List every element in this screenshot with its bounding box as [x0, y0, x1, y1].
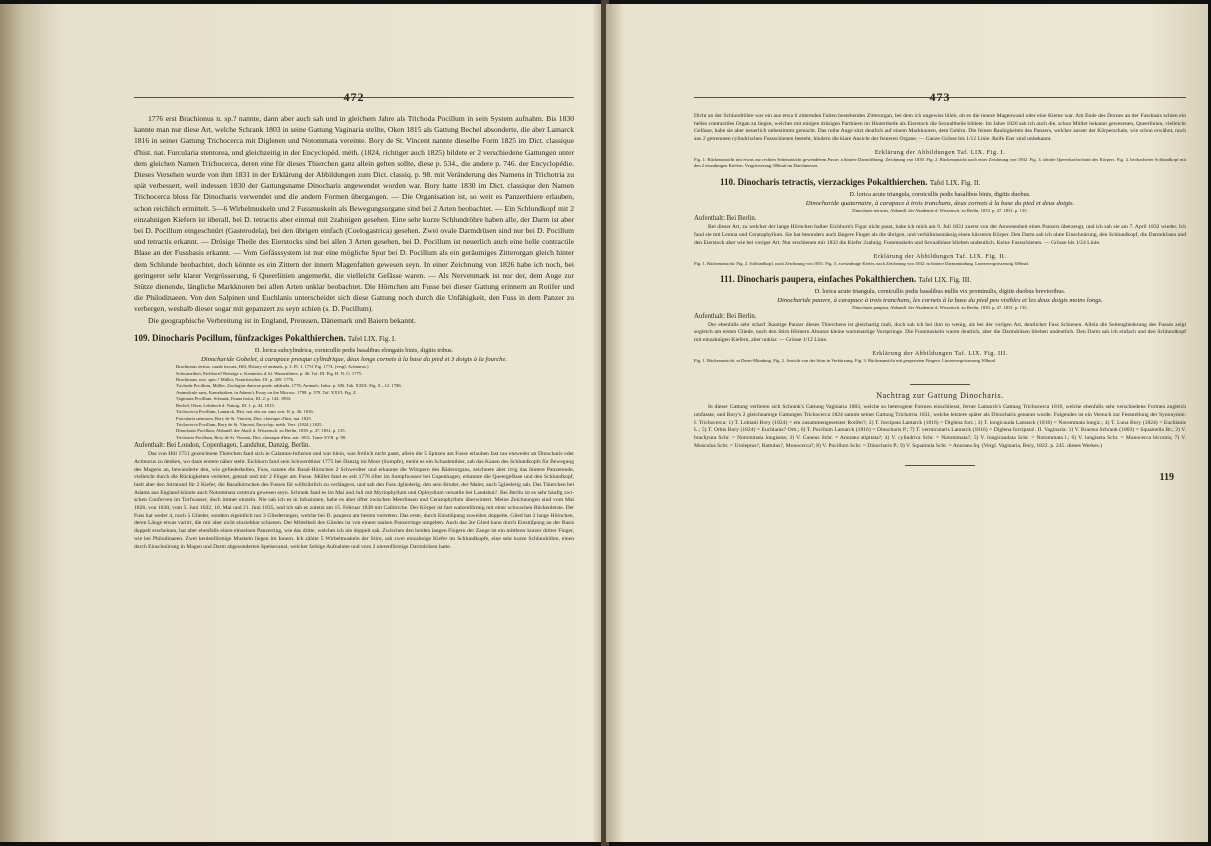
signature-mark: 119 [1159, 471, 1174, 483]
habitat-110: Aufenthalt: Bei Berlin. [694, 215, 757, 223]
explanation-1-text: Fig. 1. Rückenansicht mit etwas zur rechten Seitenansicht gewendetem Fusse; a hintere Darmöffnung. Zeichnung von 1830. Fig. 2. Rückenansicht nach einer Zeichnung von 1832. Fig. 3. idealer Queerdurchschnitt des Körpers. Fig. 4. beobachteter Schlundkopf mit den 2 einzahnigen Kiefern. Vergrösserung 300mal im Durchmesser. [694, 156, 1186, 169]
species-109-latin: D. lorica subcylindrica, cornicullis pedis basalibus elongatis binis, digitis tribus. [254, 346, 454, 354]
synonym-entry: Dinocharis Pocillum, Abhandl. der Akad. d. Wissensch. zu Berlin, 1830. p. 47. 1831. p. 135. [176, 428, 346, 434]
species-111-latin: D. lorica acute triangula, cornicullis pedis basalibus nullis vix prominulis, digitis duobus brevioribus. [814, 287, 1066, 295]
species-111-description: Der ebenfalls sehr scharf 3kantige Panzer dieses Thierchens ist gleichartig rauh, doch sah ich bei ihm so wenig, als bei der vorigen Art, deutlicher Fuss Schienen. Allein die Seitengliederung des Fusses zeigt sogleich am ersten Gliede, noch den Stirn Hörnern Absatze kleine warzenartige Vorsprünge. Die Fussmuskeln waren deutlich, aber die Darmdrüsen blieben undeutlich. Den Darm sah ich einfach und den Schlundkopf mit einzahnigen Kiefern, aber unklar. — Grösse 1/12 Linie. [694, 321, 1186, 344]
closing-rule [905, 465, 975, 466]
synonym-entry: Schwanzthier, Eichhorn? Beiträge z. Kenntniss d. kl. Wasserthiere, p. 46. Taf. III. Fig. H. N. O. 1775. [176, 370, 363, 376]
species-110-latin: D. lorica acute triangula, cornicullis pedis basalibus binis, digitis duobus. [849, 190, 1031, 198]
page-number-left: 472 [134, 90, 574, 105]
habitat-111: Aufenthalt: Bei Berlin. [694, 312, 757, 320]
species-110-description: Bei dieser Art, zu welcher der lange Hörnchen halber Eichhorn's Figur nicht passt, habe ich mich am 9. Juli 1831 zuerst von der Anwesenheit eines Panzers überzeugt, und ich sah sie am 7. April 1832 wieder. Ich fand sie mit Lemna und Ceratophyllum. Sie hat besonders auch längere Finger als die übrigen, und verhältnissmässig einen kürzeren Körper. Den Darm sah ich ohne Einschnürung, den Schlundkopf, die Darmdrüsen und den Eierstock aber wie bei voriger Art. Nur erschienen mir 1832 die Kiefer 2zahnig. Fussmuskeln und Sexualblase blieben undeutlich. Keine Fussschienen. — Grösse bis 1/24 Linie. [694, 224, 1186, 246]
page-number-right: 473 [694, 90, 1186, 105]
explanation-2-text: Fig. 1. Rückenansicht. Fig. 2. Schlundkopf, nach Zeichnung von 1831. Fig. 3. zweizahnige Kiefer, nach Zeichnung von 1832. m hintere Darmmündung. Linearvergrösserung 300mal. [694, 260, 1030, 266]
species-109-heading: 109. Dinocharis Pocillum, fünfzackiges Pokalthierchen. Tafel LIX. Fig. I. [134, 332, 396, 343]
species-111-reference: Dinocharis paupera, Abhandl. der Akademie d. Wissensch. zu Berlin, 1830. p. 47. 1831. p. 135. [852, 305, 1028, 311]
section-divider [910, 384, 970, 385]
left-page [0, 4, 604, 842]
synonym-entry: Trichotria Pocillum, Bory de St. Vincent, Dict. classique d'hist. nat. 1831. Tome XVII. p. 98. [176, 434, 347, 440]
synonym-entry: Vaginaria Pocillum, Schrank, Fauna boica, III. 2. p. 144. 1803. [176, 396, 292, 402]
synonym-entry: Trichoda Pocillum, Müller, Zoologiae danicae prodr. addenda, 1776. Animalc. Infus. p. 306. Tab. XXIX. Fig. 9—12. 1786. [176, 383, 402, 389]
explanation-1-title: Erklärung der Abbildungen Taf. LIX. Fig. I. [874, 148, 1006, 156]
synonym-entry: Trichocerca Pocillum, Lamarck, Hist. nat. des an. sans vert. II. p. 26. 1816. [176, 409, 314, 415]
synonym-entry: Bechel, Oken, Lehrbuch d. Naturg. III. 1. p. 44. 1815. [176, 402, 275, 408]
explanation-2-title: Erklärung der Abbildungen Taf. LIX. Fig. II. [873, 252, 1007, 260]
synonym-entry: Furcularia stentorea, Bory de St. Vincent, Dict. classique d'hist. nat. 1825. [176, 415, 312, 421]
species-110-french: Dinocharide quaternaire, à carapace à trois tranchans, deux cornets à la base du pied et deux doigts. [805, 199, 1075, 207]
species-111-heading: 111. Dinocharis paupera, einfaches Pokalthierchen. Tafel LIX. Fig. III. [720, 273, 972, 284]
synonym-entry: Animalcule sans, Kameluaken, in Adams's Essay on the Microsc. 1798. p. 579. Taf. XXVI. Fig. Z. [176, 389, 357, 395]
synonym-list [176, 364, 574, 441]
species-109-description: Das von Hill 1751 gezeichnete Thierchen fand sich in Calamus-Infusion und war klein, was freilich nicht passt, allein die 5 Spitzen am Fusse erlauben fast nur entweder an Dinocharis oder Actinurus zu denken, wo dann erstere näher steht. Eichhorn fand sein Schwerdthier 1775 bei Danzig im Moor (Sumpfe), meint es ein Schaalenthier, sah das Kauen des Schlundkopfs für Bewegung des Magens an, bewunderte den, wie gefiederkelten, Fuss, nannte die Basal-Hörnchen 2 Schwerdter und erkannte die Wimpern des Räderorgans, zeichnete aber irrig das hintere Panzerende, vielleicht durch die Rückigkeiten verleitet, gemalt und mir 2 Finger am Fusse. Müller fand es seit 1776 öfter im Sumpfwasser bei Copenhagen, erkannte die Queergefässe und den Schlundkopf, hielt aber den Stirnrand für 2 Kiefer, die Basalhörnchen des Fusses für willkührlich zu verlängern, und sah den Fuss 4gliederig, den sein Bruder, der Maler, auch 5gliederig sah. Das Thierchen bei Adams aus England könnte auch Notommata centrura gewesen seyn. Schrank fand es im Mai und Juli mit Myriophyllum und Ophrydium versatile bei Landshut?. Bei Berlin ist es sehr häufig zwischen Conferven im Torfwasser, doch immer einzeln. Nie sah ich es in Infusionen, habe es aber öfter zwischen Meerlinsen und Ceratophyllum überwintert. Meine Zeichnungen sind vom Mai 1826, von 1830, vom 5. Juni 1832, 10. Mai und 21. Juni 1835, und ich sah es zuletzt am 15. Februar 1838 mit Callitriche. Der Körper ist fast walzenförmig mit einer schwachen Rückenleiste. Der Fuss hat weder 4, noch 5 Glieder, sondern eigentlich nur 3 Gliederungen, welche bei D. paupera am besten vortreten. Das erste, durch Einstülpung zuweilen doppelte, Glied hat 2 lange Hörnchen, deren Länge etwas variirt, die mir aber nicht einziehbar schienen. Der Mittelkeil des Gliedes ist von einem rauhen Panzerringe umgeben. Auch das 2te Glied kann durch Einstülpung an der Basis doppelt erscheinen, hat aber ebenfalls einen einzelnen Panzerring, wie das dritte, welches ich nie doppelt sah. Zwischen den beiden langen Fingern der Zange ist ein mittlerer kurzer dritter Finger, wie bei Philodinaeen. Zwei keulenförmige Muskeln liegen im Innern. Ich zählte 5 Wirbelmuskeln der Stirn, sah zwei einzahnige Kiefer im Schlundkopfe, eine sehr kurze Schlundröhre, einen durch Einschnürung in Magen und Darm abgesonderten Speisecanal, welcher farbige Aufnahme und vorn 2 nierenförmige Darmdrüsen hatte. [134, 451, 574, 550]
synonym-entry: Trichocerca Pocillum, Bory de St. Vincent, Encyclop. méth. Vers. (1824.) 1825. [176, 421, 323, 427]
species-111-french: Dinocharide pauvre, à carapace à trois tranchans, les cornets à la base du pied peu visibles et les deux doigts moins longs. [777, 296, 1103, 304]
continuation-paragraph: Dicht an der Schlundröhre war ein aus etwa 6 zitternden Falten bestehendes Zitterorgan, bei dem ich ungewiss blieb, ob es die innere Magenwand oder eine Kieme war. Am Ende des Dornes an der Fussbasis schien ein helles contractiles Organ zu liegen, welches mit einigen drüsigen Parthieen im Hintertheile als Eierstock die Sexualtheile bildete. Im Jahre 1826 sah ich auch die, schon Müller bekannt gewesenen, Queerlinien, vielleicht Gefässe, habe sie aber neuerlich unbestimmt gemacht. Das rothe Auge sitzt deutlich auf einem Markknoten, dem Gehirn. Die feinen Rauhigkeiten des Panzers, welcher ausser der Körperschale, wie schon erwähnt, noch aus 2 getrennten cylindrischen Fussschienen besteht, hindern die klare Ansicht der feineren Organe. — Ganze Grösse bis 1/12 Linie. Reife Eier sind unbekannt. [694, 113, 1186, 143]
explanation-3-title: Erklärung der Abbildungen Taf. LIX. Fig. III. [872, 349, 1008, 357]
synonym-entry: Brachionus, nov. spec.? Müller, Naturforscher, IX. p. 209. 1776. [176, 377, 295, 383]
supplement-paragraph: In dieser Gattung verlieren sich Schrank's Gattung Vaginaria 1803, welche so heterogene Formen einschliesst, ferner Lamarck's Gattung Trichocerca 1816, welche ebenfalls sehr verschiedene Formen zugleich umfasste, und Bory's 2 gleichnamige Gattungen Trichocerca 1824 sammt seiner Gattung Trichotria 1831, welche letztere später als Dinocharis genannt wurde. Folgendes ist ein Versuch zur Feststellung der Synonymie: I. Trichocerca: 1) T. Lobiatii Bory (1824) = ein zusammengesetzter Rotifer?; 2) T. forcipata Lamarck (1816) = Diglena forc.; 3) T. longicauda Lamarck (1816) = Notommata longic.; 4) T. Luna Bory (1824) = Euchlanis L.; 5) T. Orbis Bory (1824) = Euchlanis? Orb.; 6) T. Pocillum Lamarck (1816) = Dinocharis P.; 7) T. vermicularis Lamarck (1816) = Diglena forcipata!. II. Vaginaria: 1) V. Bractea Schrank (1803) = Squamella Br.; 2) V. brachyura Schr. = Notommata longiseta; 3) V. Cuneus Schr. = Anuraea stipitata?; 4) V. cylindrica Schr. = Notommata?; 5) V. longicaudata Schr. = Notommata l.; 6) V. longiseta Schr. = Monocerca bicornis; 7) V. Musculus Schr. = Uroleptus?, Rattulus?, Monocerca?; 8) V. Pocillum Schr. = Dinocharis P.; 9) V. Squamula Schr. = Anuraea Sq. (Vergl. Vaginaria, Bory, 1822. p. 245. dieses Werkes.) [694, 404, 1186, 449]
habitat-109: Aufenthalt: Bei London, Copenhagen, Landshut, Danzig, Berlin. [134, 442, 311, 450]
geography-paragraph: Die geographische Verbreitung ist in England, Preussen, Dänemark und Baiern bekannt. [148, 315, 416, 325]
explanation-3-text: Fig. 1. Rückenansicht. m Darm-Mündung. Fig. 2. Ansicht von der Stirn in Verkürzung. Fig. 3. Rückenansicht mit gespreizten Fingern. Linearvergrösserung 300mal. [694, 357, 997, 363]
species-110-heading: 110. Dinocharis tetractis, vierzackiges Pokalthierchen. Tafel LIX. Fig. II. [720, 176, 981, 187]
species-109-french: Dinocharide Gobelet, à carapace presque cylindrique, deux longs cornets à la base du pied et 3 doigts à la fourche. [200, 355, 508, 363]
species-110-reference: Dinocharis tetractis, Abhandl. der Akademie d. Wissensch. zu Berlin, 1833. p. 47. 1831. p. 135. [852, 208, 1028, 214]
intro-paragraph: 1776 erst Brachionus n. sp.? nannte, dann aber auch sah und in gleichem Jahre als Trichoda Pocillum in sein System aufnahm. Bis 1830 kannte man nur diese Art, welche Schrank 1803 in seine Gattung Vaginaria stellte, Oken 1815 als Gattung Bechel absonderte, die aber Lamarck 1816 in seiner Gattung Trichocerca mit Diglenen und Notommata vereinte. Bory de St. Vincent nannte dieselbe Form 1825 im Dict. classique d'hist. nat. Furcularia stentorea, und gleichzeitig in der Encyclopéd. méth. (1824, richtiger auch 1825) bildete er 2 verschiedene Gattungen unter dem gleichen Namen Trichocerca, deren eine für dieses Thierchen ganz allein gelten sollte, diese p. 534., die andere p. 746. der Encyclopédie. Dieses Versehen wurde von ihm 1831 in der Erklärung der Abbildungen zum Dict. classiq. p. 98. mit Veränderung des Namens in Trichotria zu spät verbessert, weil indessen 1830 der Gattungsname Dinocharis angewendet worden war. Bory hatte 1830 im Dict. classique den Namen Trichocerca bloss für Dinocharis verwendet und die andern Formen übergangen. — Die Organisation ist, so weit es Panzerthiere erlauben, schon reichlich ermittelt. 5—6 Wirbelmuskeln und 2 Fussmuskeln als Bewegungsorgane sind bei 2 Arten beobachtet. — Ein Schlundkopf mit 2 einzahnigen Kiefern ist überall, bei D. tetractis aber einmal mit 2zahnigen gesehen. Eine sehr kurze Schlundröhre haben alle, der Darm ist aber bei D. Pocillum eingeschnürt (Gasterodela), bei den übrigen einfach (Coelogastrica) gesehen. Zwei ovale Darmdrüsen sind nur bei D. Pocillum und tetractis erkannt. — Drüsige Theile des Eierstocks sind bei allen 3 Arten gesehen, bei D. Pocillum ist neuerlich auch eine helle contractile Blase an der Fussbasis erkannt. — Vom Gefässsystem ist nur eine mögliche Spur bei D. Pocillum als ein geräumiges Zitterorgan gleich hinter dem Schlunde beobachtet, doch könnte es ein Zittern der innern Magenfalten gewesen seyn. In einer Zeichnung von 1826 habe ich noch, bei geringerer sehr klarer Vergrösserung, 6 Queerlinien angemerkt, die vielleicht Gefässe waren. — Als Nervenmark ist nur der, dem Auge zur Stütze dienende, längliche Markknoten bei allen Arten unklar beobachtet. Die Hörnchen am Fusse bei dieser Gattung erinnern an Rotifer und die Philodinaeen. Von den Salpinen und Euchlanis unterscheidet sich diese Gattung noch durch die Unfähigkeit, den Fuss in dem Panzer zu verbergen, weshalb dieser sogar mit gepanzert zu seyn schien (s. D. Pocillum). [134, 114, 574, 314]
synonym-entry: Brachionus tertius, cauda furcata, Hill, History of animals, p. 3. Pl. 1. 1751 Fig. 1774. (vergl. Actinurus.) [176, 364, 369, 370]
supplement-title: Nachtrag zur Gattung Dinocharis. [876, 391, 1004, 401]
right-page [606, 4, 1208, 842]
